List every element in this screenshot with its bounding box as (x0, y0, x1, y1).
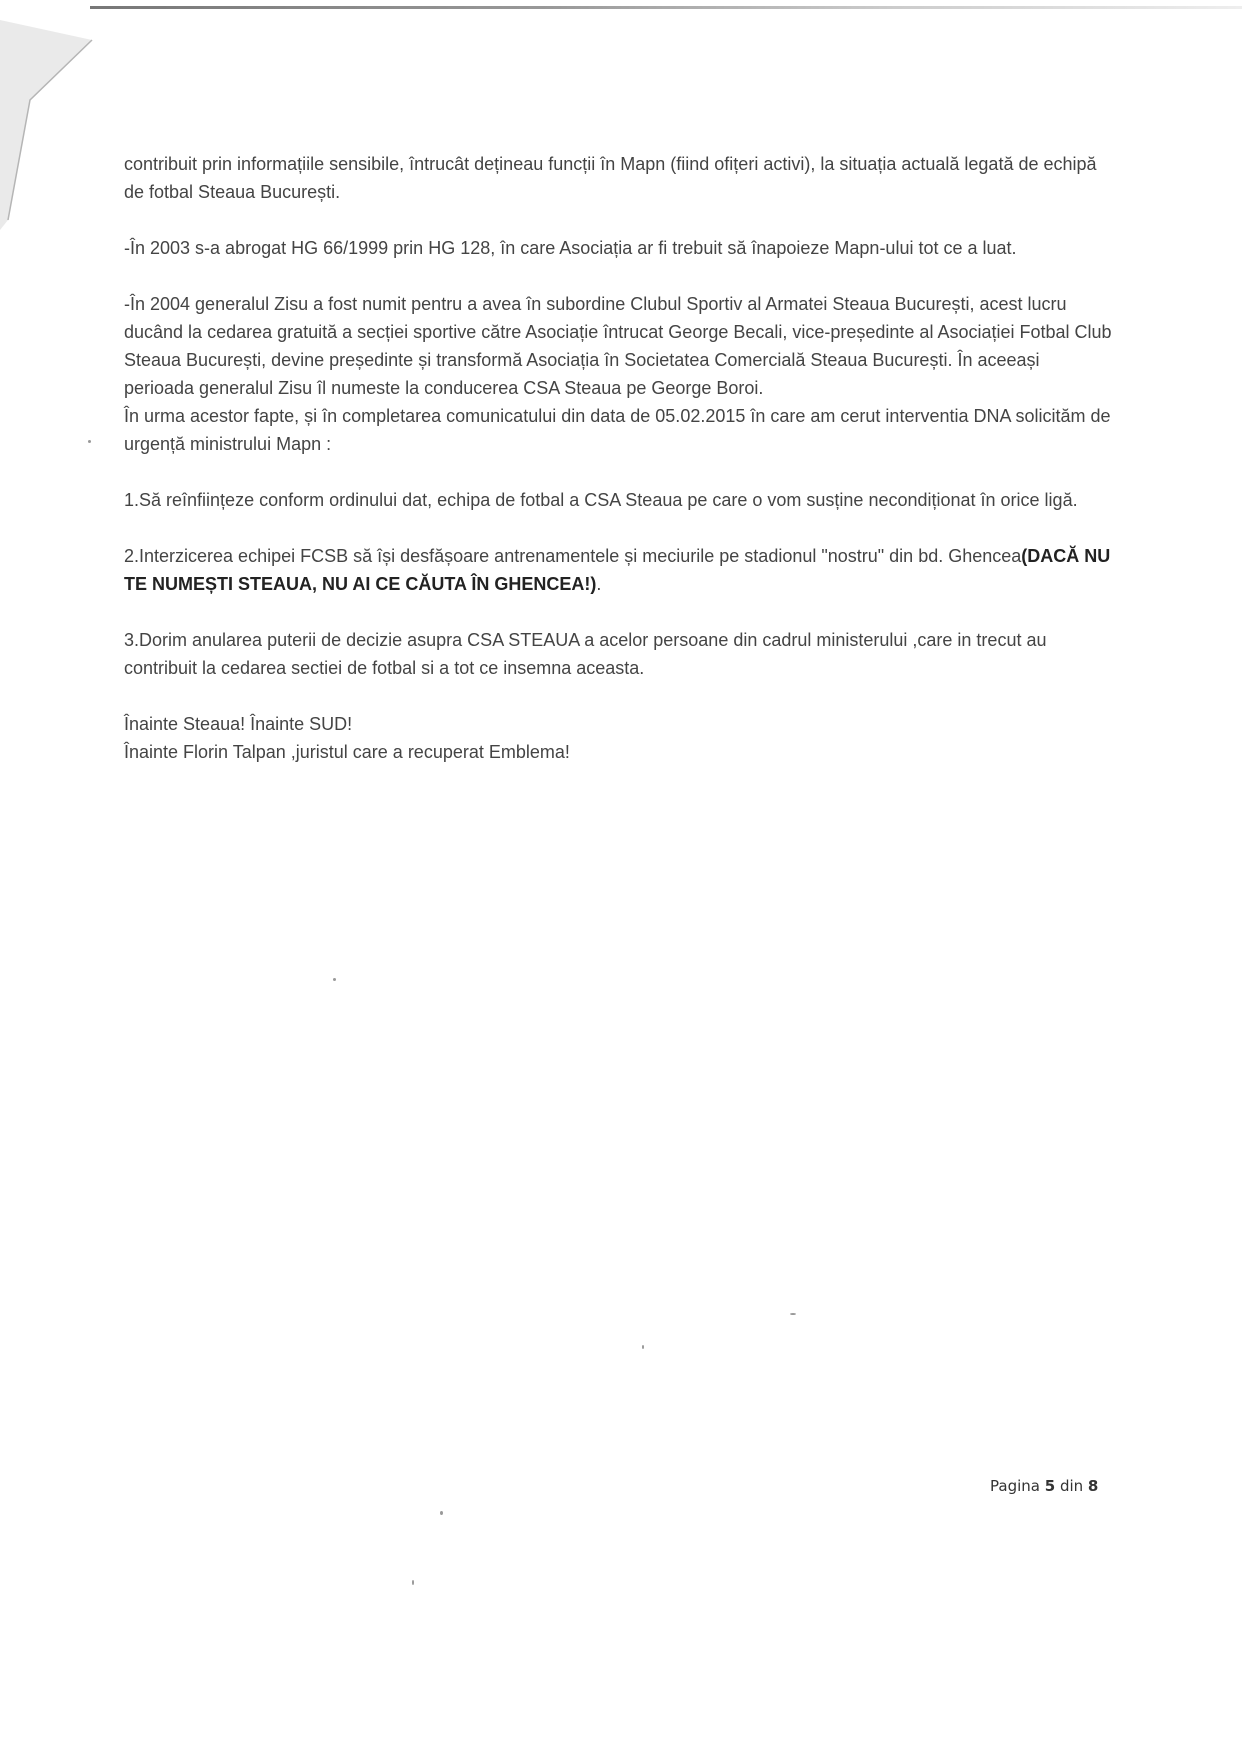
demand-item-3: 3.Dorim anularea puterii de decizie asupra CSA STEAUA a acelor persoane din cadrul ministerului ,care in trecut au contribuit la cedarea sectiei de fotbal si a tot ce insemna aceasta. (124, 630, 1047, 678)
scan-speck (88, 440, 91, 443)
demand-item-2-text: 2.Interzicerea echipei FCSB să își desfășoare antrenamentele și meciurile pe stadionul "nostru" din bd. Ghencea (124, 546, 1022, 566)
paragraph-2004: -În 2004 generalul Zisu a fost numit pentru a avea în subordine Clubul Sportiv al Armatei Steaua București, acest lucru ducând la cedarea gratuită a secției sportive către Asociație întrucat George Becali, vice-președinte al Asociației Fotbal Club Steaua București, devine președinte și transformă Asociația în Societatea Comercială Steaua București. În aceeași perioada generalul Zisu îl numeste la conducerea CSA Steaua pe George Boroi. (124, 294, 1112, 398)
page-number (990, 1477, 1098, 1495)
document-body (124, 150, 1114, 766)
demand-item-2-emphasis: (DACĂ NU TE NUMEȘTI STEAUA, NU AI CE CĂUTA ÎN GHENCEA!) (124, 546, 1111, 594)
scan-speck (333, 978, 336, 981)
scan-edge-left (0, 20, 100, 230)
demand-item-2 (124, 542, 1114, 598)
page-current: 5 (1044, 1477, 1056, 1495)
scan-speck (642, 1345, 644, 1349)
demand-item-2-end: . (596, 574, 602, 594)
paragraph-request: În urma acestor fapte, și în completarea comunicatului din data de 05.02.2015 în care am cerut interventia DNA solicităm de urgență ministrului Mapn : (124, 406, 1111, 454)
closing-line-2: Înainte Florin Talpan ,juristul care a recuperat Emblema! (124, 742, 570, 762)
demand-item-1: 1.Să reînființeze conform ordinului dat, echipa de fotbal a CSA Steaua pe care o vom susține necondiționat în orice ligă. (124, 490, 1078, 510)
scan-speck (412, 1580, 414, 1585)
page-total: 8 (1087, 1477, 1099, 1495)
page-prefix: Pagina (990, 1477, 1045, 1495)
closing-line-1: Înainte Steaua! Înainte SUD! (124, 714, 353, 734)
paragraph-2003: -În 2003 s-a abrogat HG 66/1999 prin HG 128, în care Asociația ar fi trebuit să înapoieze Mapn-ului tot ce a luat. (124, 238, 1017, 258)
scan-speck (440, 1511, 443, 1515)
scan-speck (790, 1313, 796, 1315)
page-middle: din (1055, 1477, 1088, 1495)
scan-edge-top (90, 6, 1242, 9)
paragraph-context: contribuit prin informațiile sensibile, întrucât dețineau funcții în Mapn (fiind ofițeri activi), la situația actuală legată de echipă de fotbal Steaua București. (124, 154, 1097, 202)
